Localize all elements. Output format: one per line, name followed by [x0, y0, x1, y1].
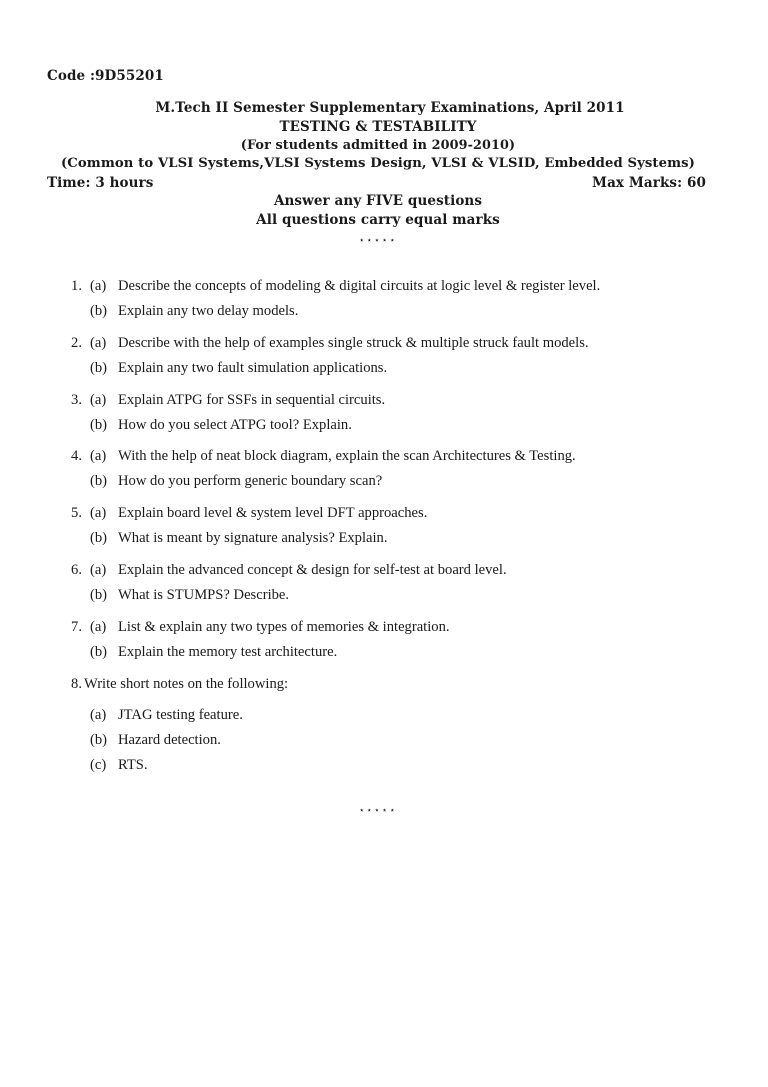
part-label: (b)	[90, 417, 108, 433]
part-label: (a)	[90, 335, 107, 351]
question-number: 7.	[71, 619, 82, 635]
part-label: (b)	[90, 473, 108, 489]
part-text: Explain board level & system level DFT approaches.	[118, 505, 428, 521]
part-label: (a)	[90, 278, 107, 294]
stars-divider-top: ⋆⋆⋆⋆⋆	[358, 236, 398, 246]
question-number: 1.	[71, 278, 82, 294]
part-text: RTS.	[118, 757, 148, 773]
question-part	[90, 731, 221, 749]
question-part	[90, 706, 243, 724]
part-text: Explain the advanced concept & design for self-test at board level.	[118, 562, 507, 578]
stars-divider-bottom: ⋆⋆⋆⋆⋆	[358, 806, 398, 816]
question-part	[90, 334, 589, 352]
part-label: (a)	[90, 392, 107, 408]
subject-title: TESTING & TESTABILITY	[279, 119, 477, 135]
part-label: (a)	[90, 707, 107, 723]
part-label: (b)	[90, 530, 108, 546]
question-number: 4.	[71, 448, 82, 464]
part-text: JTAG testing feature.	[118, 707, 243, 723]
part-label: (b)	[90, 732, 108, 748]
question-part	[90, 391, 385, 409]
question-number: 2.	[71, 335, 82, 351]
question-part	[90, 447, 576, 465]
part-text: Explain any two fault simulation applications.	[118, 360, 388, 376]
question-part	[90, 561, 507, 579]
part-text: How do you perform generic boundary scan?	[118, 473, 383, 489]
part-text: What is STUMPS? Describe.	[118, 587, 290, 603]
exam-title: M.Tech II Semester Supplementary Examinations, April 2011	[155, 100, 625, 116]
part-label: (b)	[90, 303, 108, 319]
part-label: (b)	[90, 644, 108, 660]
part-text: Describe with the help of examples single struck & multiple struck fault models.	[118, 335, 589, 351]
admitted-note: (For students admitted in 2009-2010)	[240, 138, 516, 153]
question-part	[90, 756, 148, 774]
time-allowed: Time: 3 hours	[47, 175, 154, 191]
part-text: Explain any two delay models.	[118, 303, 299, 319]
instruction-answer-five: Answer any FIVE questions	[273, 193, 483, 209]
part-label: (a)	[90, 505, 107, 521]
question-part	[90, 416, 352, 434]
question-part	[90, 277, 600, 295]
question-part	[90, 618, 450, 636]
part-text: List & explain any two types of memories & integration.	[118, 619, 450, 635]
max-marks: Max Marks: 60	[592, 175, 706, 191]
part-text: With the help of neat block diagram, explain the scan Architectures & Testing.	[118, 448, 576, 464]
question-number: 3.	[71, 392, 82, 408]
question-part	[90, 586, 289, 604]
question-part	[90, 643, 337, 661]
part-label: (c)	[90, 757, 107, 773]
part-label: (a)	[90, 619, 107, 635]
part-text: How do you select ATPG tool? Explain.	[118, 417, 352, 433]
part-label: (a)	[90, 562, 107, 578]
part-text: Hazard detection.	[118, 732, 221, 748]
question-intro: Write short notes on the following:	[84, 676, 289, 692]
question-part	[90, 529, 388, 547]
part-label: (b)	[90, 360, 108, 376]
instruction-equal-marks: All questions carry equal marks	[256, 212, 500, 228]
part-label: (a)	[90, 448, 107, 464]
part-text: Explain ATPG for SSFs in sequential circuits.	[118, 392, 386, 408]
part-text: Explain the memory test architecture.	[118, 644, 338, 660]
part-text: Describe the concepts of modeling & digital circuits at logic level & register level.	[118, 278, 601, 294]
question-part	[90, 359, 387, 377]
question-part	[90, 472, 382, 490]
part-text: What is meant by signature analysis? Explain.	[118, 530, 388, 546]
question-number: 5.	[71, 505, 82, 521]
common-to-note: (Common to VLSI Systems,VLSI Systems Design, VLSI & VLSID, Embedded Systems)	[60, 156, 696, 171]
part-label: (b)	[90, 587, 108, 603]
question-part	[90, 302, 298, 320]
question-part	[90, 504, 427, 522]
question-number: 6.	[71, 562, 82, 578]
exam-code: Code :9D55201	[47, 68, 164, 84]
question-number: 8.	[71, 676, 82, 692]
